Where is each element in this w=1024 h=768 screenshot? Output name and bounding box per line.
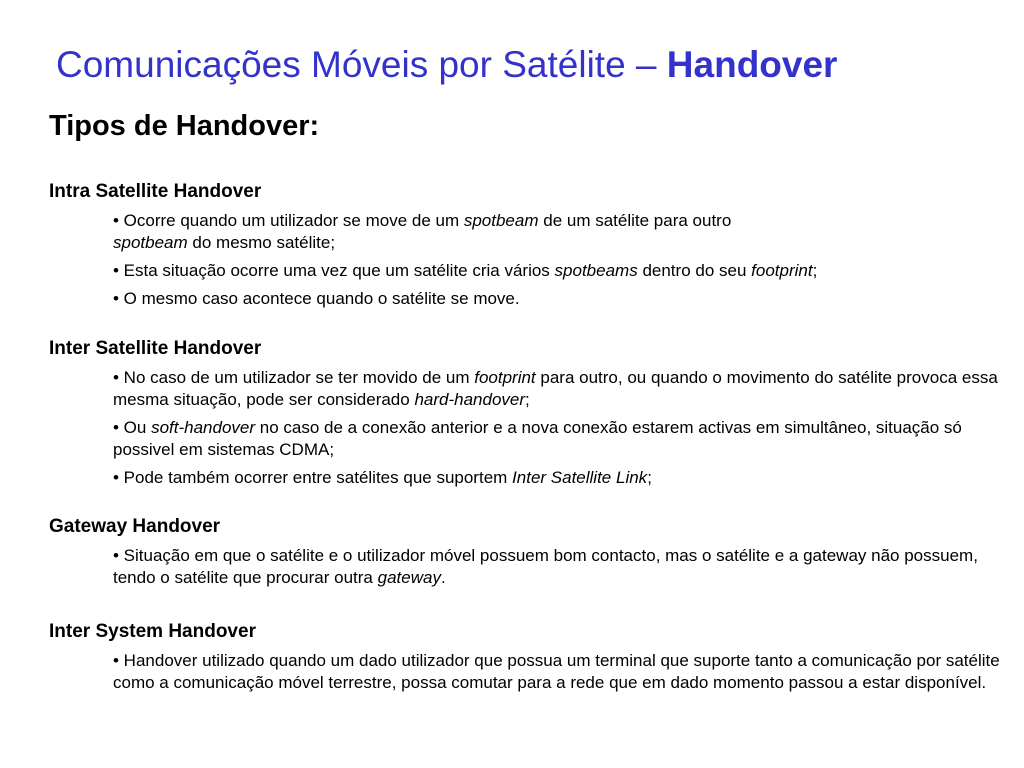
italic-term: spotbeam [463,211,539,230]
bullet-text: • Esta situação ocorre uma vez que um satélite cria vários [113,261,555,280]
section-inter-system [49,620,1004,700]
italic-term: footprint [474,368,536,387]
bullet-text: ; [525,390,530,409]
section-heading: Inter Satellite Handover [49,338,262,359]
section-heading: Inter System Handover [49,621,256,642]
section-inter-satellite [49,337,1004,495]
bullet-text: • Ou [113,418,152,437]
bullet-text: de um satélite para outro [538,211,732,230]
bullet-item [113,288,1004,310]
slide-title-emphasis: Handover [666,44,838,85]
bullet-list [113,367,1004,489]
bullet-item [113,210,1004,254]
bullet-text: • O mesmo caso acontece quando o satélite se move. [113,289,520,308]
italic-term: Inter Satellite Link [512,468,648,487]
slide-title [56,42,837,88]
slide-subtitle: Tipos de Handover: [49,110,320,142]
bullet-text: . [440,568,446,587]
bullet-list [113,210,1004,310]
bullet-item [113,417,1004,461]
section-heading: Gateway Handover [49,516,221,537]
italic-term: gateway [377,568,441,587]
bullet-item [113,650,1004,694]
bullet-item [113,545,1004,589]
bullet-text: dentro do seu [637,261,752,280]
bullet-text: do mesmo satélite; [187,233,336,252]
bullet-list [113,650,1004,694]
section-heading: Intra Satellite Handover [49,181,262,202]
italic-term: footprint [751,261,813,280]
bullet-text: ; [812,261,818,280]
section-gateway [49,515,1004,595]
bullet-list [113,545,1004,589]
bullet-text: • No caso de um utilizador se ter movido de um [113,368,475,387]
bullet-text: no caso de a conexão anterior e a nova conexão estarem activas em simultâneo, situação só possivel em sistemas CDMA; [113,418,962,459]
bullet-text: • Pode também ocorrer entre satélites que suportem [113,468,513,487]
bullet-text: • Ocorre quando um utilizador se move de um [113,211,464,230]
italic-term: spotbeams [554,261,638,280]
italic-term: soft-handover [151,418,256,437]
bullet-text: • Handover utilizado quando um dado utilizador que possua um terminal que suporte tanto a comunicação por satélite como a comunicação móvel terrestre, possa comutar para a rede que em dado momento passou a estar disponível. [113,651,1000,692]
bullet-text: • Situação em que o satélite e o utilizador móvel possuem bom contacto, mas o satélite e a gateway não possuem, tendo o satélite que procurar outra [113,546,978,587]
italic-term: spotbeam [113,233,188,252]
italic-term: hard-handover [414,390,526,409]
bullet-item [113,260,1004,282]
section-intra-satellite [49,180,1004,316]
bullet-text: para outro, ou quando o movimento do satélite provoca essa mesma situação, pode ser considerado [113,368,998,409]
slide-title-prefix: Comunicações Móveis por Satélite – [56,44,667,85]
bullet-text: ; [647,468,652,487]
bullet-item [113,367,1004,411]
bullet-item [113,467,1004,489]
